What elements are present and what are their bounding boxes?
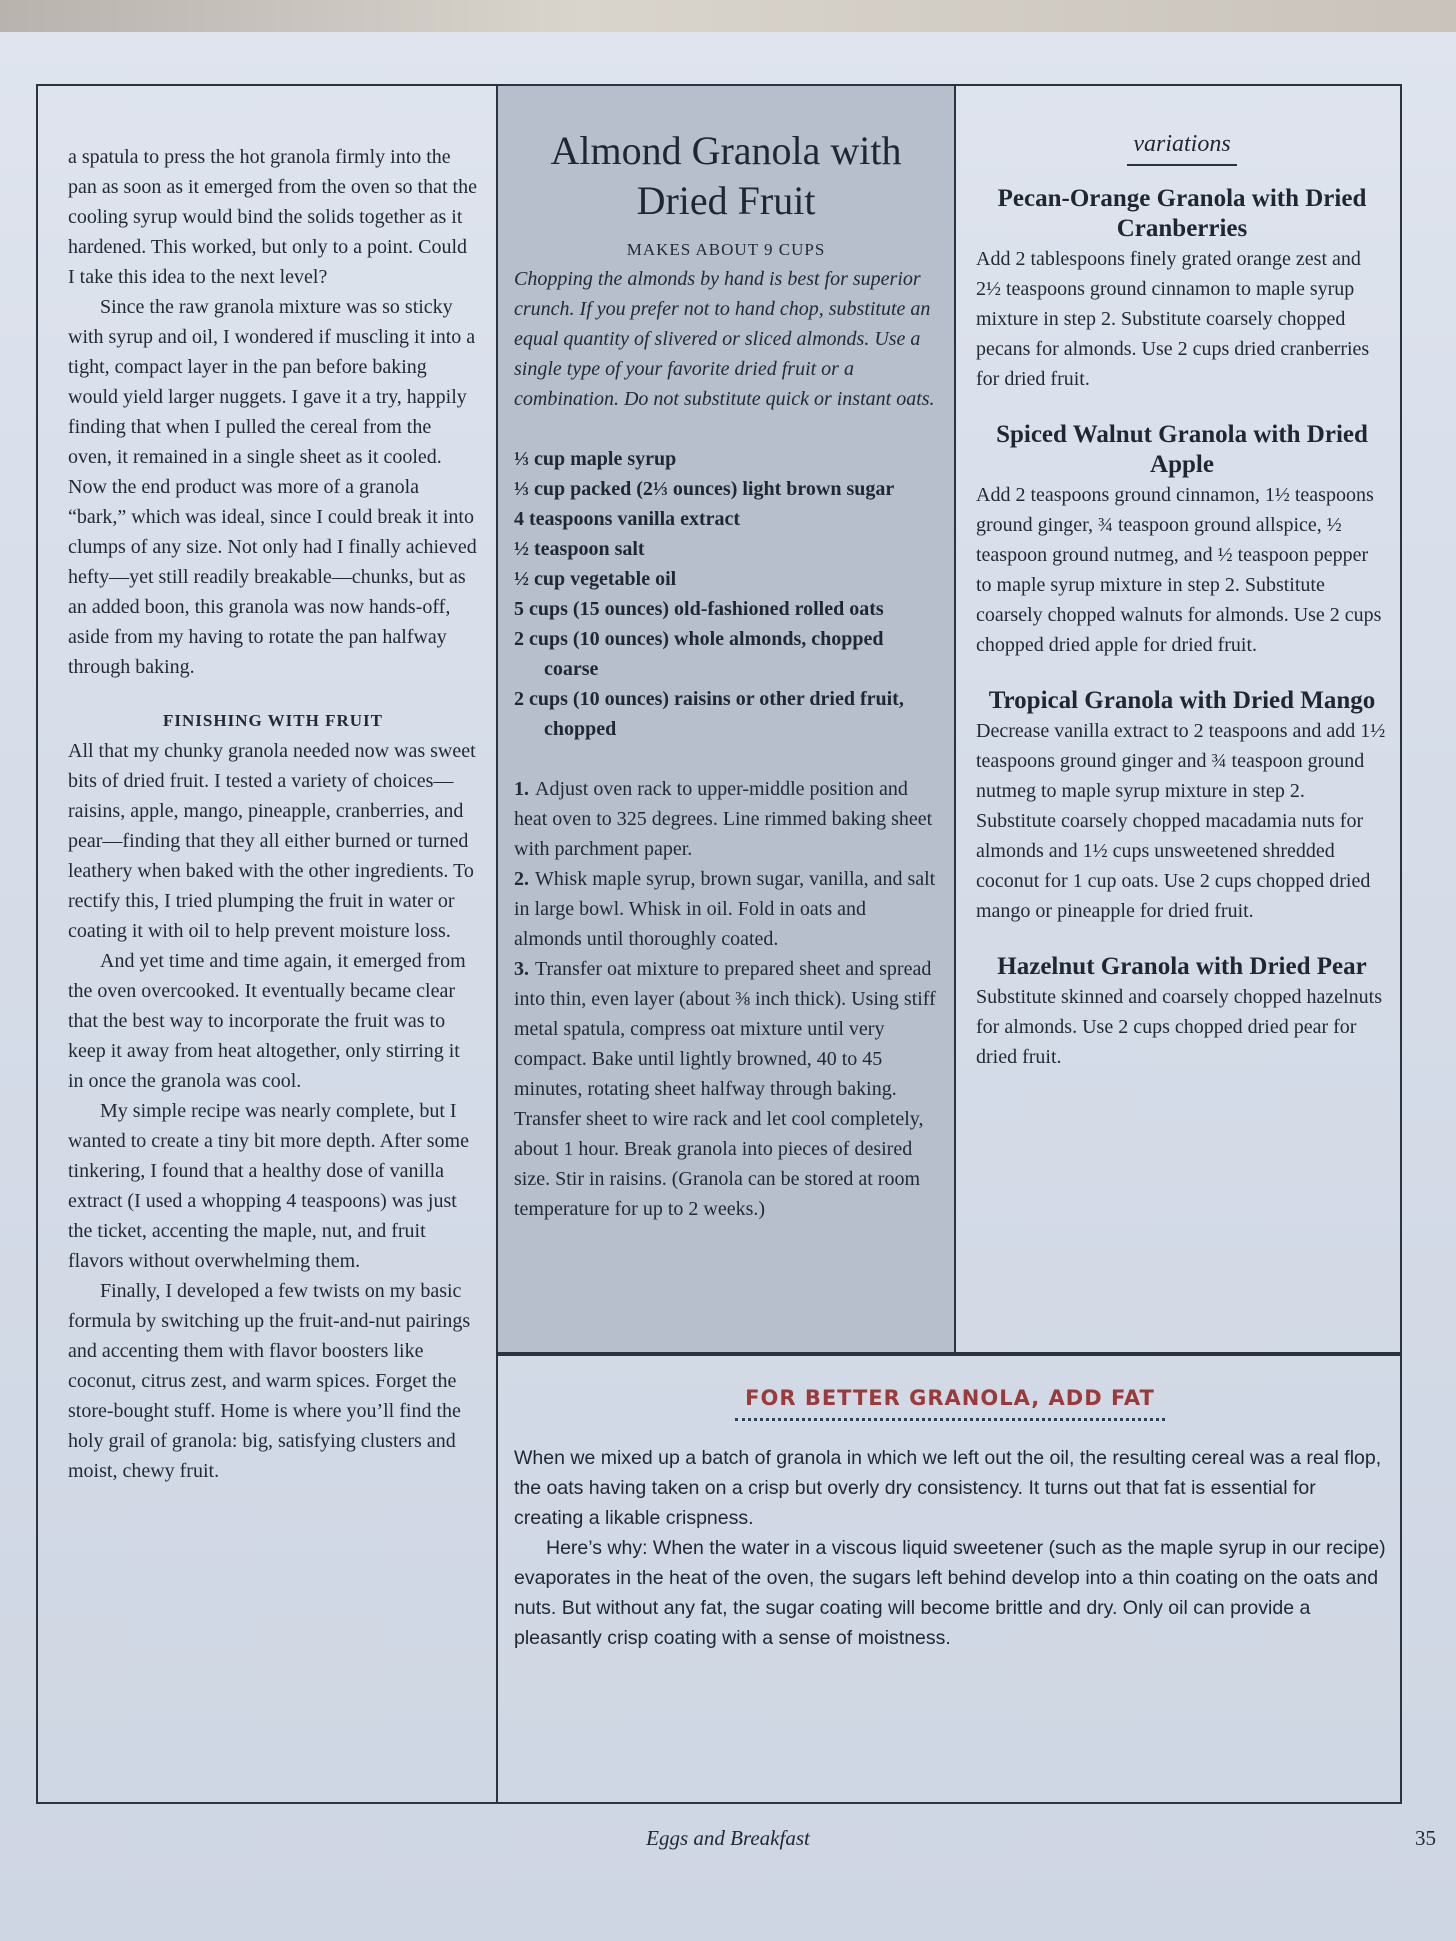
page-number: 35: [1415, 1826, 1436, 1850]
variation-title: Tropical Granola with Dried Mango: [988, 687, 1376, 714]
ingredient-item: ½ cup vegetable oil: [514, 568, 677, 590]
book-page: [0, 32, 1456, 1941]
variation-text: Decrease vanilla extract to 2 teaspoons and add 1½ teaspoons ground ginger and ¾ teaspoon ground nutmeg to maple syrup mixture in step 2. Substitute coarsely chopped macadamia nuts for almonds and 1½ cups unsweetened shredded coconut for 1 cup oats. Use 2 cups chopped dried mango or pineapple for dried fruit.: [976, 720, 1386, 922]
ingredient-list: [514, 444, 938, 744]
dotted-rule: [735, 1418, 1165, 1421]
step-text: Whisk maple syrup, brown sugar, vanilla, and salt in large bowl. Whisk in oil. Fold in oats and almonds until thoroughly coated.: [514, 868, 936, 950]
variation-text: Add 2 tablespoons finely grated orange zest and 2½ teaspoons ground cinnamon to maple syrup mixture in step 2. Substitute coarsely chopped pecans for almonds. Use 2 cups dried cranberries for dried fruit.: [976, 248, 1370, 390]
recipe-title: Almond Granola with Dried Fruit: [550, 128, 902, 223]
sidebar-box: [498, 1354, 1402, 1802]
ingredient-item: ⅓ cup packed (2⅓ ounces) light brown sugar: [514, 478, 895, 500]
recipe-panel: [498, 86, 956, 1354]
ingredient-item: 2 cups (10 ounces) whole almonds, chopped coarse: [514, 628, 884, 680]
ingredient-item: ½ teaspoon salt: [514, 538, 645, 560]
sidebar-text: [514, 1443, 1386, 1653]
variation-block: [976, 184, 1388, 394]
recipe-yield: MAKES ABOUT 9 CUPS: [626, 240, 826, 259]
variations-heading: variations: [1133, 131, 1231, 157]
step-number: 1.: [514, 778, 529, 800]
step-number: 2.: [514, 868, 529, 890]
recipe-step: [514, 774, 938, 864]
variation-block: [976, 952, 1388, 1072]
variation-text: Substitute skinned and coarsely chopped hazelnuts for almonds. Use 2 cups chopped dried pear for dried fruit.: [976, 986, 1383, 1068]
ingredient-item: 5 cups (15 ounces) old-fashioned rolled oats: [514, 598, 884, 620]
page-frame: [36, 84, 1402, 1804]
article-subhead: FINISHING WITH FRUIT: [163, 711, 383, 730]
variation-text: Add 2 teaspoons ground cinnamon, 1½ teaspoons ground ginger, ¾ teaspoon ground allspice, ½ teaspoon ground nutmeg, and ½ teaspoon pepper to maple syrup mixture in step 2. Substitute coarsely chopped walnuts for almonds. Use 2 cups chopped dried apple for dried fruit.: [976, 484, 1382, 656]
step-number: 3.: [514, 958, 529, 980]
variation-title: Pecan-Orange Granola with Dried Cranberries: [997, 185, 1367, 242]
variations-column: [956, 86, 1402, 1354]
article-paragraph: And yet time and time again, it emerged from the oven overcooked. It eventually became clear that the best way to incorporate the fruit was to keep it away from heat altogether, only stirring it in once the granola was cool.: [68, 950, 466, 1092]
ingredient-item: 2 cups (10 ounces) raisins or other dried fruit, chopped: [514, 688, 904, 740]
variation-block: [976, 420, 1388, 660]
article-paragraph: Finally, I developed a few twists on my basic formula by switching up the fruit-and-nut pairings and accenting them with flavor boosters like coconut, citrus zest, and warm spices. Forget the store-bought stuff. Home is where you’ll find the holy grail of granola: big, satisfying clusters and moist, chewy fruit.: [68, 1280, 471, 1482]
variation-title: Hazelnut Granola with Dried Pear: [997, 953, 1367, 980]
article-paragraph: My simple recipe was nearly complete, but I wanted to create a tiny bit more depth. After some tinkering, I found that a healthy dose of vanilla extract (I used a whopping 4 teaspoons) was just the ticket, accenting the maple, nut, and fruit flavors without overwhelming them.: [68, 1100, 469, 1272]
recipe-headnote: Chopping the almonds by hand is best for superior crunch. If you prefer not to hand chop, substitute an equal quantity of slivered or sliced almonds. Use a single type of your favorite dried fruit or a combination. Do not substitute quick or instant oats.: [514, 268, 935, 410]
variation-block: [976, 686, 1388, 926]
variation-title: Spiced Walnut Granola with Dried Apple: [996, 421, 1368, 478]
ingredient-item: 4 teaspoons vanilla extract: [514, 508, 741, 530]
heading-rule: [1127, 164, 1237, 166]
recipe-steps: [514, 774, 938, 1224]
sidebar-title: FOR BETTER GRANOLA, ADD FAT: [745, 1386, 1155, 1410]
recipe-step: [514, 864, 938, 954]
article-paragraph: All that my chunky granola needed now was sweet bits of dried fruit. I tested a variety of choices—raisins, apple, mango, pineapple, cranberries, and pear—finding that they all either burned or turned leathery when baked with the other ingredients. To rectify this, I tried plumping the fruit in water or coating it with oil to help prevent moisture loss.: [68, 740, 476, 942]
footer-section-title: Eggs and Breakfast: [646, 1826, 810, 1850]
recipe-step: [514, 954, 938, 1224]
article-paragraph: a spatula to press the hot granola firmly into the pan as soon as it emerged from the oven so that the cooling syrup would bind the solids together as it hardened. This worked, but only to a point. Could I take this idea to the next level?: [68, 146, 477, 288]
sidebar-paragraph: When we mixed up a batch of granola in which we left out the oil, the resulting cereal was a real flop, the oats having taken on a crisp but overly dry consistency. It turns out that fat is essential for creating a likable crispness.: [514, 1447, 1382, 1529]
sidebar-paragraph: Here’s why: When the water in a viscous liquid sweetener (such as the maple syrup in our recipe) evaporates in the heat of the oven, the sugars left behind develop into a thin coating on the oats and nuts. But without any fat, the sugar coating will become brittle and dry. Only oil can provide a pleasantly crisp coating with a sense of moistness.: [514, 1537, 1386, 1649]
article-paragraph: Since the raw granola mixture was so sticky with syrup and oil, I wondered if muscling it into a tight, compact layer in the pan before baking would yield larger nuggets. I gave it a try, happily finding that when I pulled the cereal from the oven, it remained in a single sheet as it cooled. Now the end product was more of a granola “bark,” which was ideal, since I could break it into clumps of any size. Not only had I finally achieved hefty—yet still readily breakable—chunks, but as an added boon, this granola was now hands-off, aside from my having to rotate the pan halfway through baking.: [68, 296, 477, 678]
step-text: Adjust oven rack to upper-middle position and heat oven to 325 degrees. Line rimmed baking sheet with parchment paper.: [514, 778, 933, 860]
article-column: [38, 86, 498, 1802]
step-text: Transfer oat mixture to prepared sheet and spread into thin, even layer (about ⅜ inch thick). Using stiff metal spatula, compress oat mixture until very compact. Bake until lightly browned, 40 to 45 minutes, rotating sheet halfway through baking. Transfer sheet to wire rack and let cool completely, about 1 hour. Break granola into pieces of desired size. Stir in raisins. (Granola can be stored at room temperature for up to 2 weeks.): [514, 958, 936, 1220]
ingredient-item: ⅓ cup maple syrup: [514, 448, 677, 470]
